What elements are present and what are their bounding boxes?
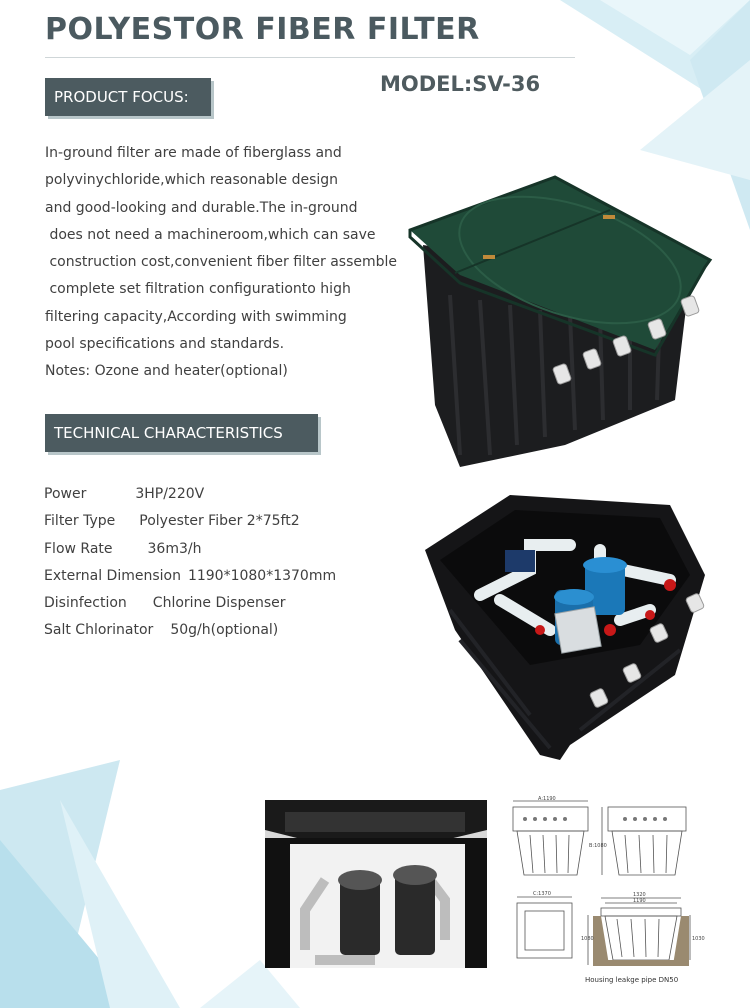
spec-row-external-dimension: [44, 563, 374, 590]
spec-label: Power: [44, 486, 87, 502]
page-title: POLYESTOR FIBER FILTER: [45, 12, 480, 47]
spec-label: Flow Rate: [44, 540, 113, 557]
description-line: In-ground filter are made of fiberglass and: [45, 145, 342, 161]
description-line: filtering capacity,According with swimming: [45, 308, 347, 325]
title-divider: [45, 57, 575, 58]
spec-label: Salt Chlorinator: [44, 622, 154, 639]
spec-row-disinfection: [44, 590, 374, 617]
open-filter-image: [420, 490, 710, 760]
description-line: complete set filtration configurationto high: [45, 281, 351, 298]
spec-value: Polyester Fiber 2*75ft2: [139, 513, 300, 530]
interior-photo-drawing: [265, 800, 487, 968]
technical-characteristics-heading: TECHNICAL CHARACTERISTICS: [45, 414, 318, 452]
description-line: pool specifications and standards.: [45, 336, 285, 353]
model-number: MODEL:SV-36: [380, 72, 541, 96]
drawing-dim-b: B:1080: [589, 843, 607, 849]
drawing-dim-c: C:1370: [533, 891, 551, 897]
product-focus-heading: PRODUCT FOCUS:: [45, 78, 211, 116]
product-description: [45, 140, 405, 386]
spec-list: [44, 481, 374, 645]
spec-value: Chlorine Dispenser: [152, 595, 286, 612]
spec-value: 50g/h(optional): [170, 622, 279, 639]
spec-row-salt-chlorinator: [44, 617, 374, 644]
description-line: does not need a machineroom,which can save: [45, 226, 376, 243]
drawing-dim-side1: 1080: [581, 936, 594, 942]
spec-value: 3HP/220V: [135, 486, 205, 502]
spec-label: Filter Type: [44, 513, 116, 530]
drawing-dim-top1: 1320: [633, 892, 646, 898]
spec-label: External Dimension: [44, 567, 181, 584]
technical-drawings: [505, 795, 705, 990]
spec-value: 1190*1080*1370mm: [187, 567, 337, 584]
drawing-dim-top2: 1190: [633, 898, 646, 904]
drawing-caption: Housing leakge pipe DN50: [585, 976, 679, 984]
drawing-dim-side2: 1030: [692, 936, 705, 942]
interior-photo: [265, 800, 487, 968]
spec-value: 36m3/h: [147, 540, 202, 557]
description-line: construction cost,convenient fiber filter assemble: [45, 254, 398, 271]
drawing-dim-a: A:1190: [538, 796, 556, 802]
description-line: and good-looking and durable.The in-ground: [45, 199, 358, 216]
spec-label: Disinfection: [44, 595, 127, 612]
spec-row-power: [44, 481, 374, 508]
closed-filter-image: [405, 175, 715, 475]
description-line: polyvinychloride,which reasonable design: [45, 172, 339, 189]
notes-line: Notes: Ozone and heater(optional): [45, 363, 288, 380]
spec-row-filter-type: [44, 508, 374, 535]
spec-row-flow-rate: [44, 536, 374, 563]
